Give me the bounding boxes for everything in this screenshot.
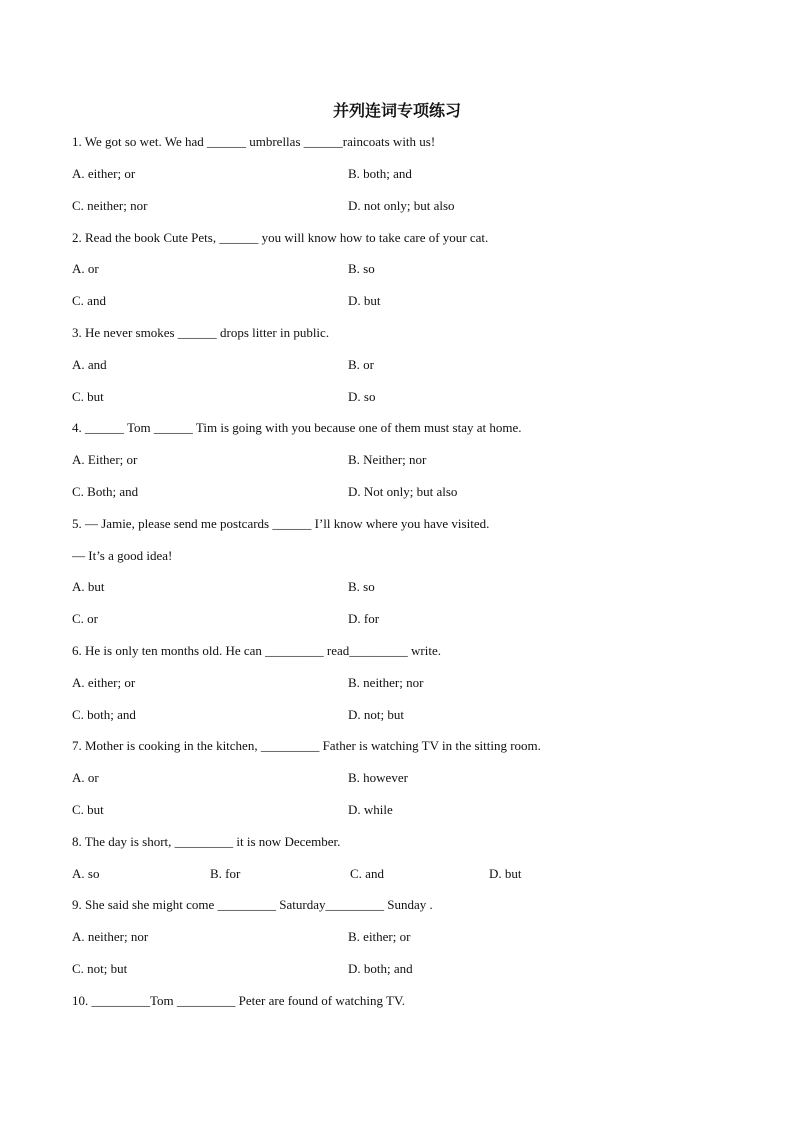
q9-option-a: A. neither; nor [72, 929, 149, 944]
q4-option-a: A. Either; or [72, 452, 138, 467]
q3-option-a: A. and [72, 357, 107, 372]
q1-option-d: D. not only; but also [348, 198, 455, 213]
q1-option-c: C. neither; nor [72, 198, 148, 213]
q6-option-d: D. not; but [348, 707, 404, 722]
q7-option-b: B. however [348, 770, 408, 785]
q6-option-b: B. neither; nor [348, 675, 424, 690]
q9-option-d: D. both; and [348, 961, 413, 976]
question-1-stem: 1. We got so wet. We had ______ umbrellas ______raincoats with us! [72, 134, 436, 149]
q7-option-a: A. or [72, 770, 99, 785]
q3-option-c: C. but [72, 389, 104, 404]
q6-option-c: C. both; and [72, 707, 136, 722]
q8-option-d: D. but [489, 866, 522, 881]
q2-option-c: C. and [72, 293, 106, 308]
q1-option-a: A. either; or [72, 166, 136, 181]
question-3-stem: 3. He never smokes ______ drops litter in public. [72, 325, 330, 340]
question-7-stem: 7. Mother is cooking in the kitchen, _________ Father is watching TV in the sitting room. [72, 738, 541, 753]
q8-option-a: A. so [72, 866, 100, 881]
q4-option-d: D. Not only; but also [348, 484, 458, 499]
question-4-stem: 4. ______ Tom ______ Tim is going with you because one of them must stay at home. [72, 420, 522, 435]
q5-option-a: A. but [72, 579, 105, 594]
q8-option-c: C. and [350, 866, 384, 881]
page-title: 并列连词专项练习 [332, 101, 461, 120]
q6-option-a: A. either; or [72, 675, 136, 690]
q4-option-b: B. Neither; nor [348, 452, 427, 467]
q8-option-b: B. for [210, 866, 241, 881]
q9-option-c: C. not; but [72, 961, 128, 976]
q5-option-d: D. for [348, 611, 380, 626]
question-5-reply: — It’s a good idea! [72, 548, 173, 563]
q4-option-c: C. Both; and [72, 484, 139, 499]
q1-option-b: B. both; and [348, 166, 412, 181]
q7-option-d: D. while [348, 802, 393, 817]
q5-option-c: C. or [72, 611, 98, 626]
q3-option-b: B. or [348, 357, 374, 372]
question-10-stem: 10. _________Tom _________ Peter are found of watching TV. [72, 993, 405, 1008]
q2-option-b: B. so [348, 261, 375, 276]
q9-option-b: B. either; or [348, 929, 411, 944]
q2-option-d: D. but [348, 293, 381, 308]
question-2-stem: 2. Read the book Cute Pets, ______ you will know how to take care of your cat. [72, 230, 489, 245]
question-9-stem: 9. She said she might come _________ Saturday_________ Sunday . [72, 897, 433, 912]
question-5-stem: 5. — Jamie, please send me postcards ______ I’ll know where you have visited. [72, 516, 490, 531]
q5-option-b: B. so [348, 579, 375, 594]
q7-option-c: C. but [72, 802, 104, 817]
question-8-stem: 8. The day is short, _________ it is now December. [72, 834, 341, 849]
question-6-stem: 6. He is only ten months old. He can _________ read_________ write. [72, 643, 441, 658]
q2-option-a: A. or [72, 261, 99, 276]
q3-option-d: D. so [348, 389, 376, 404]
